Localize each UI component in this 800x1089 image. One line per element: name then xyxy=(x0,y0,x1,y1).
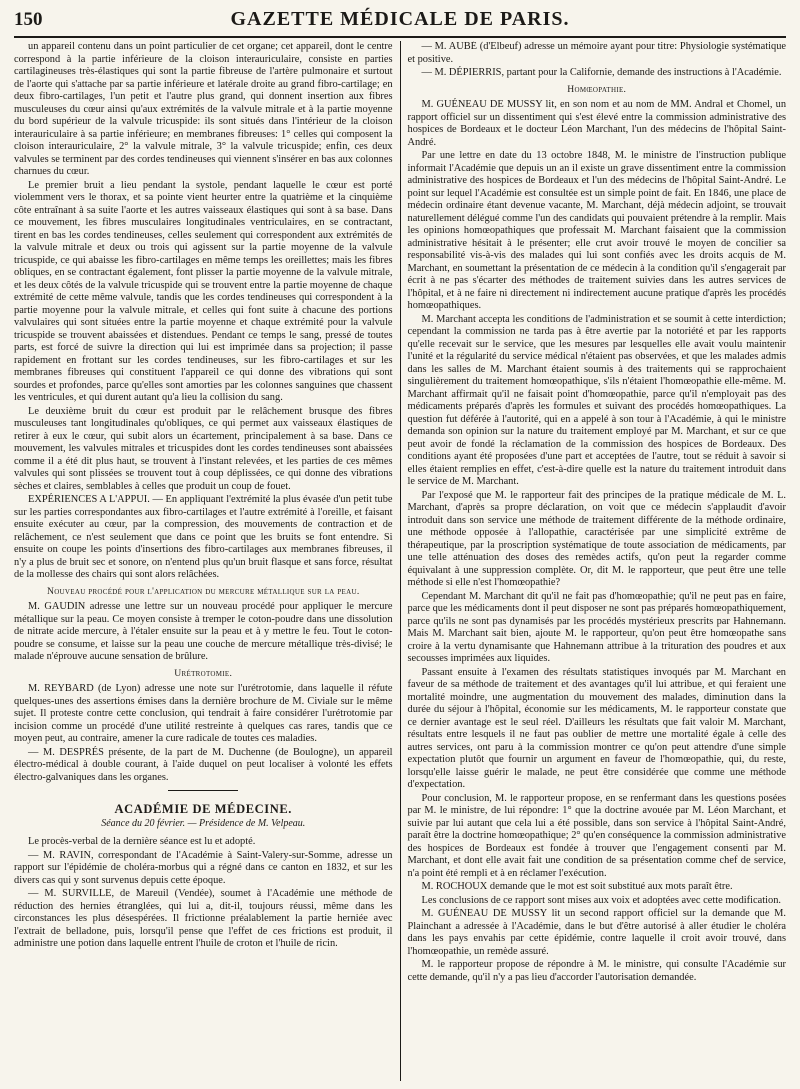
masthead: GAZETTE MÉDICALE DE PARIS. xyxy=(230,8,570,30)
paragraph: Le premier bruit a lieu pendant la systole, pendant laquelle le cœur est porté violemment vers le thorax, et sa pointe vient heurter entre la quatrième et la cinquième côte entraînant à sa suite l'aorte et les autres vaisseaux élastiques qui sont à sa base. Dans ce mouvement, les fibres musculaires longitudinales ventriculaires, en se contractant, tirent en bas les cordes tendineuses, celles seulement qui correspondent aux extrémités de la valvule mitrale et deux ou trois qui agissent sur la partie moyenne de la valvule tricuspide, ce qui abaisse les fibro-cartilages en même temps les oreillettes; mais les fibres obliques, en se contractant également, font plisser la partie moyenne de la valvule mitrale, et les deux côtés de la valvule tricuspide qui se trouvent entre la partie moyenne de chaque extrémité de cette même valvule, tandis que les cordes tendineuses qui correspondent à la partie moyenne pour la valvule mitrale, et celles qui font suite à chacune des portions valvulaires qui sont situées entre la partie moyenne et chaque extrémité pour la valvule tricuspide se trouvent abaissées et distendues. Pendant ce temps le sang, pressé de toutes parts, est forcé de suivre la direction qui lui est imprimée dans sa projection; il passe rapidement en frottant sur les cordes tendineuses, sur les fibro-cartilages et sur les membranes fibreuses qui constituent l'appareil ce qui donne des vibrations qui sont sourdes et profondes, parce qu'elles sont amorties par les colonnes sanguines que chassent les ventricules, et qui durent autant qu'a lieu la collision du sang. xyxy=(14,179,393,403)
paragraph: — M. SURVILLE, de Mareuil (Vendée), soumet à l'Académie une méthode de réduction des hernies étranglées, qui lui a, dit-il, toujours réussi, même dans les circonstances les plus désespérées. Il frictionne préalablement la partie herniée avec l'extrait de belladone, puis, lorsqu'il pense que l'effet de ces frictions est produit, il administre une potion dans laquelle entrent l'huile de croton et l'huile de ricin. xyxy=(14,888,393,949)
paragraph: M. le rapporteur propose de répondre à M. le ministre, qui consulte l'Académie sur cette demande, qu'il n'y a pas lieu d'accorder l'autorisation demandée. xyxy=(407,959,787,983)
paragraph: Pour conclusion, M. le rapporteur propose, en se renfermant dans les questions posées par M. le ministre, de lui répondre: 1° que la doctrine avouée par M. Léon Marchant, et suivie par lui autant que cela lui a été possible, dans son service à l'hôpital Saint-André, paraît être la doctrine homœopathique; 2° qu'en conséquence la commission administrative des hospices de Bordeaux est fondée à trouver que l'engagement consenti par M. Marchant, et dont elle avait fait une condition de sa présentation comme chef de service, n'a point été rempli et à en réclamer l'exécution. xyxy=(407,792,787,879)
paragraph: — M. AUBÉ (d'Elbeuf) adresse un mémoire ayant pour titre: Physiologie systématique et positive. xyxy=(407,41,787,65)
paragraph: M. GUÉNEAU DE MUSSY lit un second rapport officiel sur la demande que M. Plainchant a adressée à l'Académie, dans le but d'être autorisé à aller étudier le choléra dans les pays envahis par cette épidémie, contre laquelle il croit avoir trouvé, dans l'homœopathie, un remède assuré. xyxy=(407,908,787,957)
paragraph: Le deuxième bruit du cœur est produit par le relâchement brusque des fibres musculeuses tant longitudinales qu'obliques, ce qui permet aux vaisseaux élastiques de retirer à eux le cœur, qui subit alors un écartement, principalement à sa base. Dans ce mouvement, les valvules mitrales et tricuspides dont les cordes tendineuses sont abaissées comme il a été dit plus haut, se trouvent à l'instant relevées, et les parties de ces mêmes valvules qui sont plissées se trouvent tout à coup déplissées, ce qui donne des vibrations sèches et claires, semblables à celles que produit un coup de fouet. xyxy=(14,405,393,492)
academy-heading: ACADÉMIE DE MÉDECINE. xyxy=(114,802,293,816)
page-number: 150 xyxy=(14,9,43,30)
text-columns xyxy=(14,38,786,1081)
right-column xyxy=(401,41,787,1081)
paragraph: Par une lettre en date du 13 octobre 1848, M. le ministre de l'instruction publique informait l'Académie que depuis un an il existe un grave dissentiment entre la commission administrative des hospices de Bordeaux et l'un des médecins de l'hôpital Saint-André. Le point sur lequel l'Académie est consultée est un simple point de fait. En 1846, une place de médecin ordinaire étant devenue vacante, M. Marchant, déjà médecin adjoint, se trouvait naturellement délégué comme l'un des candidats qui pouvaient prétendre à la remplir. Mais les opinions homœopathiques que professait M. Marchant faisaient que la commission administrative hésitait à le présenter; elle crut avoir trouvé le moyen de concilier sa responsabilité vis-à-vis des malades qui lui sont confiés avec les droits acquis de M. Marchant, en soumettant la présentation de ce médecin à la condition qu'il s'engagerait par écrit à ne pas s'écarter des méthodes de traitement suivies dans les autres services de l'hôpital, et à ne faire ni directement ni indirectement aucune pratique d'après les procédés homœopathiques. xyxy=(407,150,787,311)
paragraph: Le procès-verbal de la dernière séance est lu et adopté. xyxy=(28,836,256,847)
paragraph: Par l'exposé que M. le rapporteur fait des principes de la pratique médicale de M. L. Marchant, d'après sa propre déclaration, on voit que ce médecin s'applaudit d'avoir introduit dans son service une méthode de traitement différente de la méthode ordinaire, une méthode opposée à l'allopathie, caractérisée par une simplicité extrême de thérapeutique, par la proscription systématique de toute association de médicaments, par une telle atténuation des doses des remèdes actifs, qu'on peut la regarder comme équivalant à une suppression complète. Or, dit M. le rapporteur, que peut être une telle méthode si elle n'est l'homœopathie? xyxy=(407,489,787,588)
paragraph: M. GUÉNEAU DE MUSSY lit, en son nom et au nom de MM. Andral et Chomel, un rapport officiel sur un dissentiment qui s'est élevé entre la commission administrative des hospices de Bordeaux et le docteur Léon Marchant, l'un des médecins de l'hôpital Saint-André. xyxy=(407,99,787,148)
paragraph: M. ROCHOUX demande que le mot est soit substitué aux mots paraît être. xyxy=(421,881,733,892)
paragraph: Passant ensuite à l'examen des résultats statistiques invoqués par M. Marchant en faveur de sa méthode de traitement et des avantages qu'il lui attribue, et qui feraient une mortalité moindre, une augmentation du mouvement des malades, diminution dans la durée du séjour à l'hôpital, économie sur les médicaments, M. le rapporteur constate que ce dernier avantage est le seul réel. D'ailleurs les résultats que fait valoir M. Marchant, résultats entre lesquels il ne faut pas oublier de mettre une mortalité égale à celle des autres services, ont paru à la commission montrer ce qu'on peut attendre d'une simple expectation plutôt que fournir un argument en faveur de l'homœopathie, qui, du reste, lorsqu'elle laisse guérir le malade, ne peut être considérée que comme une méthode d'expectation. xyxy=(407,666,787,790)
paragraph: M. REYBARD (de Lyon) adresse une note sur l'urétrotomie, dans laquelle il réfute quelques-unes des assertions émises dans la dernière brochure de M. Civiale sur le même sujet. Il proteste contre cette conclusion, qui tendrait à faire considérer l'urétrotomie par incision comme un procédé d'une utilité restreinte à quelques cas rares, tandis que ce moyen peut, au contraire, amener la cure radicale de toutes ces maladies. xyxy=(14,683,393,744)
seance-line: Séance du 20 février. — Présidence de M. Velpeau. xyxy=(101,817,306,829)
paragraph: Les conclusions de ce rapport sont mises aux voix et adoptées avec cette modification. xyxy=(421,894,782,906)
left-column xyxy=(14,41,400,1081)
paragraph: M. GAUDIN adresse une lettre sur un nouveau procédé pour appliquer le mercure métallique sur la peau. Ce moyen consiste à tremper le coton-poudre dans une dissolution de nitrate acide mercure, à l'étaler ensuite sur la peau et à y mettre le feu. Tout le coton-poudre se consume, et laisse sur la peau une couche de mercure métallique très-divisé; le malade n'éprouve aucune sensation de brûlure. xyxy=(14,601,393,662)
paragraph: — M. DESPRÉS présente, de la part de M. Duchenne (de Boulogne), un appareil électro-médical à double courant, à l'aide duquel on peut localiser à volonté les effets électro-galvaniques dans les organes. xyxy=(14,746,393,783)
paragraph: M. Marchant accepta les conditions de l'administration et se soumit à cette interdiction; cependant la commission ne tarda pas à être avertie par la notoriété et par les rapports qu'elle recevait sur le service, que les mesures par lesquelles elle avait voulu maintenir l'unité et la régularité du service médical n'étaient pas observées, et que les malades admis dans les salles de M. Marchant étaient soumis à des traitements qui se rapprochaient singulièrement du traitement homœopathique, s'ils n'étaient l'homœopathie elle-même. M. Marchant affirmait qu'il ne faisait point d'homœopathie, parce qu'il n'employait pas des médicaments préparés d'après les formules et suivant des procédés homœopathiques. La question fut déférée à l'autorité, qui en a appelé à son tour à l'Académie, à qui le ministre demanda son opinion sur la nature du traitement employé par M. Marchant, et sur ce que peut avoir de fondé la réclamation de la commission des hospices de Bordeaux. Des conditions ayant été proposées d'une part et acceptées de l'autre, tout se réduit à savoir si elles étaient remplies en effet, c'est-à-dire quelle est la nature du traitement introduit dans le service de M. Marchant. xyxy=(407,313,787,487)
section-heading-uretrotomie: Urétrotomie. xyxy=(174,667,233,679)
section-heading-mercure: Nouveau procédé pour l'application du mercure métallique sur la peau. xyxy=(46,585,360,597)
section-divider xyxy=(168,790,238,791)
section-heading-homoeopathie: Homœopathie. xyxy=(567,83,627,95)
paragraph: un appareil contenu dans un point particulier de cet organe; cet appareil, dont le centre correspond à la partie inférieure de la cloison interauriculaire, consiste en parties cartilagineuses très-élastiques qui sont la partie fibreuse de l'artère pulmonaire et surtout de l'aorte qui s'attache par sa partie inférieure et latérale droite au grand fibro-cartilage; en deux fibro-cartilages, l'un petit et l'autre plus grand, qui donnent insertion aux fibres musculeuses du cœur ainsi qu'aux extrémités de la valvule mitrale et à la partie moyenne du bord supérieur de la valvule tricuspide: ils sont situés dans l'intérieur de la cloison interauriculaire à sa partie inférieure; en membranes fibreuses: 1° celles qui composent la cloison interauriculaire, 2° la valvule mitrale, 3° la valvule tricuspide; enfin, ces deux valvules se terminent par des cordes tendineuses qui viennent s'insérer en bas aux colonnes charnues du cœur. xyxy=(14,41,393,177)
paragraph: Cependant M. Marchant dit qu'il ne fait pas d'homœopathie; qu'il ne peut pas en faire, parce que les médicaments dont il peut disposer ne sont pas préparés homœopathiquement, parce qu'ils ne sont pas dynamisés par les procédés mystérieux prescrits par Hahnemann. Mais M. Marchant sait bien, ajoute M. le rapporteur, qu'on peut être homœopathe sans croire à la vertu dynamisante que Hahnemann attribue à la trituration des poudres et aux secousses imprimées aux liquides. xyxy=(407,590,787,664)
page-header xyxy=(14,8,786,38)
paragraph: — M. RAVIN, correspondant de l'Académie à Saint-Valery-sur-Somme, adresse un rapport sur l'épidémie de choléra-morbus qui a régné dans ce canton en 1832, et sur les divers cas qui y sont survenus depuis cette époque. xyxy=(14,849,393,886)
paragraph: — M. DÉPIERRIS, partant pour la Californie, demande des instructions à l'Académie. xyxy=(421,67,782,78)
paragraph: EXPÉRIENCES A L'APPUI. — En appliquant l'extrémité la plus évasée d'un petit tube sur les parties correspondantes aux fibro-cartilages et l'autre extrémité à l'oreille, et faisant ensuite exécuter au cœur, par la compression, des mouvements de contraction et de relâchement, ce n'est seulement que dans ce point que les bruits se font entendre. Si ensuite on coupe les points d'insertions des fibro-cartilages aux membranes fibreuses, il n'y a plus de bruit sec et sonore, on n'entend plus qu'un bruit flasque et sans force, résultat de la mollesse des chairs qui sont alors relâchées. xyxy=(14,494,393,580)
